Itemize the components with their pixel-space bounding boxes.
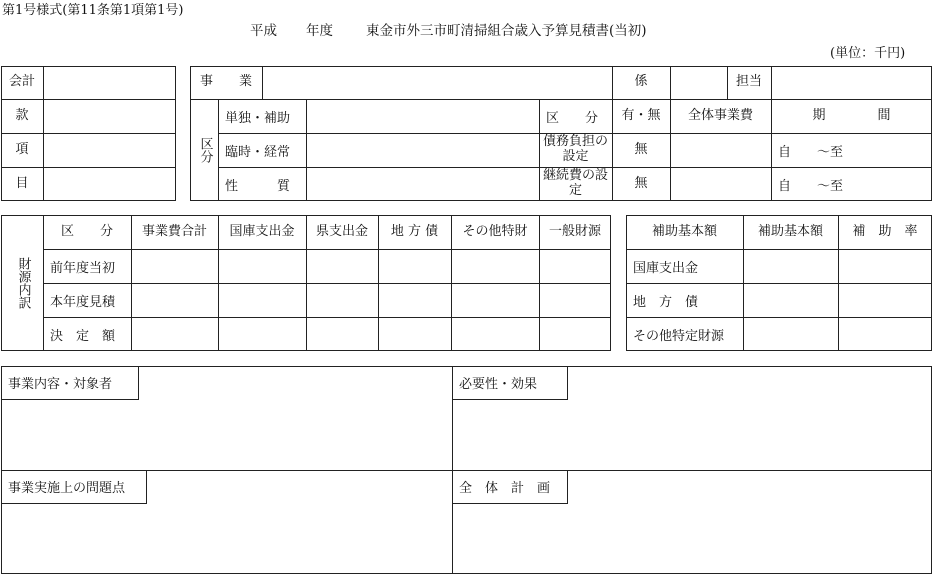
type-nature: 性 質	[225, 178, 291, 194]
total-cost-label: 全体事業費	[687, 107, 753, 123]
subsidy-row-local-bond: 地 方 債	[633, 294, 699, 310]
unit-label: (単位：千円)	[830, 46, 906, 61]
kou-label: 項	[15, 141, 29, 157]
subsidy-row-national: 国庫支出金	[633, 260, 699, 276]
finance-header-local-bond: 地 方 債	[390, 223, 439, 239]
in-charge-label: 担当	[735, 74, 762, 90]
period-row-1: 自 ～至	[778, 144, 844, 160]
subsidy-header-rate: 補 助 率	[852, 223, 918, 239]
finance-row-estimate: 本年度見積	[50, 294, 116, 310]
page-title: 東金市外三市町清掃組合歳入予算見積書(当初)	[366, 23, 647, 39]
subsidy-header-base-2: 補助基本額	[757, 223, 823, 239]
project-label: 事 業	[199, 74, 252, 90]
finance-row-previous: 前年度当初	[50, 260, 116, 276]
kubun-mid-label: 区 分	[546, 110, 599, 126]
continuing-cost-value: 無	[634, 175, 648, 191]
finance-row-decided: 決 定 額	[50, 328, 116, 344]
debt-burden-label: 債務負担の設定	[543, 134, 609, 164]
moku-label: 目	[15, 175, 29, 191]
title-era: 平成	[250, 23, 277, 39]
subsidy-header-base-1: 補助基本額	[651, 223, 717, 239]
account-label: 会計	[8, 74, 35, 90]
finance-header-general: 一般財源	[548, 223, 601, 239]
finance-header-prefecture: 県支出金	[315, 223, 368, 239]
content-target-label: 事業内容・対象者	[1, 366, 139, 400]
finance-side-label: 財源内訳	[15, 257, 31, 309]
section-staff-label: 係	[634, 74, 648, 90]
finance-header-kubun: 区 分	[60, 223, 113, 239]
finance-header-total: 事業費合計	[141, 223, 207, 239]
finance-header-national: 国庫支出金	[229, 223, 295, 239]
period-row-2: 自 ～至	[778, 178, 844, 194]
implementation-problems-label: 事業実施上の問題点	[1, 470, 147, 504]
necessity-effect-label: 必要性・効果	[452, 366, 568, 400]
subsidy-row-other: その他特定財源	[633, 328, 725, 344]
type-single-subsidy: 単独・補助	[225, 110, 291, 126]
title-year-label: 年度	[306, 23, 333, 39]
overall-plan-label: 全 体 計 画	[452, 470, 568, 504]
period-header: 期 間	[812, 107, 891, 123]
yes-no-value: 有・無	[621, 107, 661, 123]
form-number: 第1号様式(第11条第1項第1号)	[2, 3, 184, 18]
continuing-cost-label: 継続費の設定	[543, 168, 609, 198]
type-temp-regular: 臨時・経常	[225, 144, 291, 160]
kan-label: 款	[15, 107, 29, 123]
kubun-label: 区分	[197, 137, 213, 163]
finance-header-other: その他特財	[462, 223, 528, 239]
debt-burden-value: 無	[634, 141, 648, 157]
